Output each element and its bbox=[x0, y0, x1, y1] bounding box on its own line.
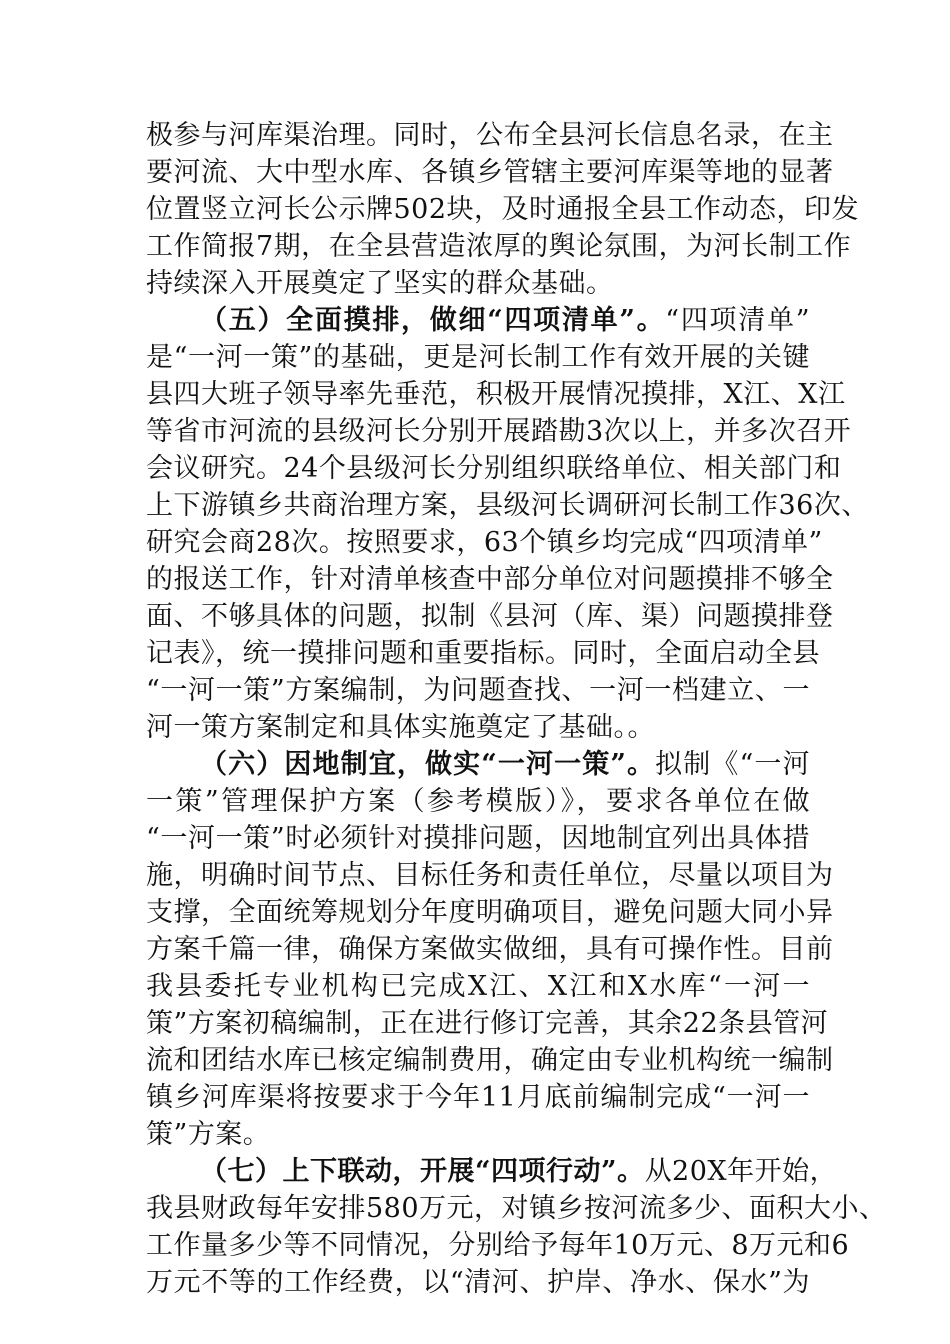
text-line: 万元不等的工作经费，以“清河、护岸、净水、保水”为 bbox=[146, 1267, 810, 1298]
text-line: 面、不够具体的问题，拟制《县河（库、渠）问题摸排登 bbox=[146, 601, 834, 632]
text-line: 策”方案。 bbox=[146, 1119, 271, 1150]
text-line: 要河流、大中型水库、各镇乡管辖主要河库渠等地的显著 bbox=[146, 157, 834, 188]
text-span: “四项清单” bbox=[665, 305, 811, 336]
text-line: 记表》，统一摸排问题和重要指标。同时，全面启动全县 bbox=[146, 638, 820, 669]
text-line: 工作简报7期，在全县营造浓厚的舆论氛围，为河长制工作 bbox=[146, 231, 852, 262]
text-line: 县四大班子领导率先垂范，积极开展情况摸排，X江、X江 bbox=[146, 379, 846, 410]
text-line: 是“一河一策”的基础，更是河长制工作有效开展的关键 bbox=[146, 342, 810, 373]
text-line: “一河一策”时必须针对摸排问题，因地制宜列出具体措 bbox=[146, 823, 810, 854]
text-span: 从20X年开始， bbox=[644, 1156, 838, 1187]
section-heading: （七）上下联动，开展“四项行动”。 bbox=[200, 1156, 645, 1187]
text-line: 上下游镇乡共商治理方案，县级河长调研河长制工作36次、 bbox=[146, 490, 869, 521]
text-line: 镇乡河库渠将按要求于今年11月底前编制完成“一河一 bbox=[146, 1082, 810, 1113]
text-line: 方案千篇一律，确保方案做实做细，具有可操作性。目前 bbox=[146, 934, 834, 965]
section-heading-line bbox=[146, 302, 810, 339]
section-heading-line bbox=[146, 746, 810, 783]
section-heading-line bbox=[146, 1153, 838, 1190]
text-line: 一策”管理保护方案（参考模版）》，要求各单位在做 bbox=[146, 786, 810, 817]
text-line: 我县财政每年安排580万元，对镇乡按河流多少、面积大小、 bbox=[146, 1193, 887, 1224]
document-body bbox=[146, 117, 887, 1301]
section-heading: （六）因地制宜，做实“一河一策”。 bbox=[200, 749, 656, 780]
text-line: 策”方案初稿编制，正在进行修订完善，其余22条县管河 bbox=[146, 1008, 829, 1039]
text-line: “一河一策”方案编制，为问题查找、一河一档建立、一 bbox=[146, 675, 810, 706]
text-line: 等省市河流的县级河长分别开展踏勘3次以上，并多次召开 bbox=[146, 416, 852, 447]
text-span: 拟制《“一河 bbox=[655, 749, 810, 780]
text-line: 河一策方案制定和具体实施奠定了基础。。 bbox=[146, 712, 655, 743]
section-heading: （五）全面摸排，做细“四项清单”。 bbox=[200, 305, 666, 336]
text-line: 会议研究。24个县级河长分别组织联络单位、相关部门和 bbox=[146, 453, 842, 484]
text-line: 流和团结水库已核定编制费用，确定由专业机构统一编制 bbox=[146, 1045, 834, 1076]
text-line: 的报送工作，针对清单核查中部分单位对问题摸排不够全 bbox=[146, 564, 834, 595]
text-line: 极参与河库渠治理。同时，公布全县河长信息名录，在主 bbox=[146, 120, 834, 151]
text-line: 我县委托专业机构已完成X江、X江和X水库“一河一 bbox=[146, 971, 810, 1002]
text-line: 研究会商28次。按照要求，63个镇乡均完成“四项清单” bbox=[146, 527, 823, 558]
text-line: 位置竖立河长公示牌502块，及时通报全县工作动态，印发 bbox=[146, 194, 860, 225]
text-line: 工作量多少等不同情况，分别给予每年10万元、8万元和6 bbox=[146, 1230, 850, 1261]
text-line: 施，明确时间节点、目标任务和责任单位，尽量以项目为 bbox=[146, 860, 834, 891]
text-line: 持续深入开展奠定了坚实的群众基础。 bbox=[146, 268, 614, 299]
text-line: 支撑，全面统筹规划分年度明确项目，避免问题大同小异 bbox=[146, 897, 834, 928]
